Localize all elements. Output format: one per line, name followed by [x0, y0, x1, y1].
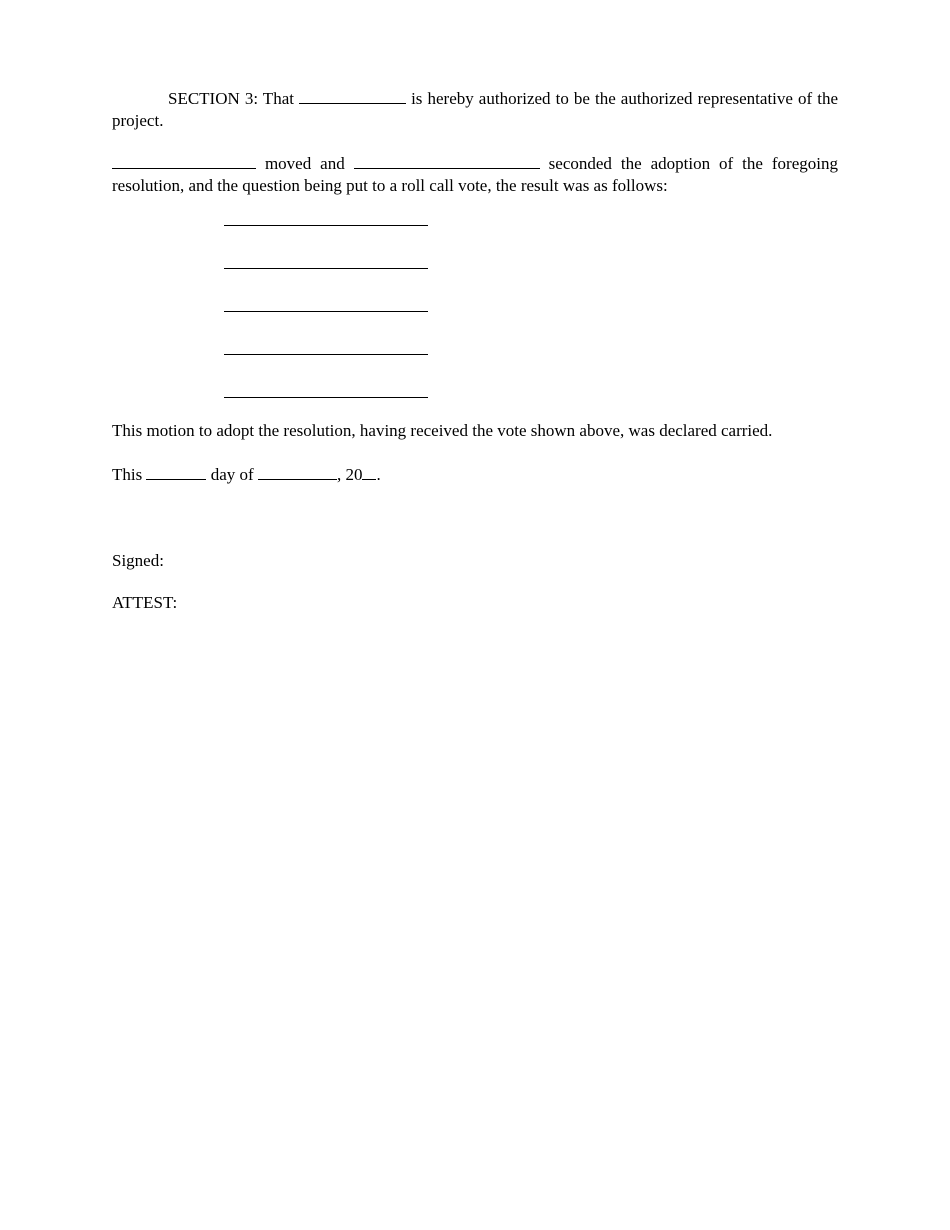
- roll-call-vote-lines: [224, 225, 428, 398]
- motion-paragraph: [112, 153, 838, 197]
- seconder-blank[interactable]: [354, 154, 540, 169]
- date-day-of: day of: [206, 465, 258, 484]
- section-3-suffix: is hereby authorized to be the authorized representative of the project.: [112, 89, 838, 130]
- date-this: This: [112, 465, 147, 484]
- date-line: [112, 464, 838, 486]
- carried-statement: This motion to adopt the resolution, having received the vote shown above, was declared carried.: [112, 421, 773, 440]
- signed-label: Signed:: [112, 551, 164, 570]
- vote-line[interactable]: [224, 354, 428, 355]
- moved-and-text: moved and: [256, 154, 354, 173]
- representative-blank[interactable]: [299, 89, 406, 104]
- mover-blank[interactable]: [112, 154, 256, 169]
- section-3-prefix: SECTION 3: That: [168, 89, 300, 108]
- vote-line[interactable]: [224, 225, 428, 226]
- date-year-prefix: , 20: [336, 465, 363, 484]
- day-blank[interactable]: [146, 465, 206, 480]
- vote-line[interactable]: [224, 268, 428, 269]
- date-end: .: [376, 465, 381, 484]
- document-page: [112, 88, 838, 614]
- section-3-paragraph: [112, 88, 838, 132]
- month-blank[interactable]: [258, 465, 337, 480]
- seconded-text: seconded the adoption of the foregoing resolution, and the question being put to a roll call vote, the result was as follows:: [112, 154, 838, 195]
- vote-line[interactable]: [224, 397, 428, 398]
- year-blank[interactable]: [362, 465, 376, 480]
- vote-line[interactable]: [224, 311, 428, 312]
- attest-label: ATTEST:: [112, 593, 178, 612]
